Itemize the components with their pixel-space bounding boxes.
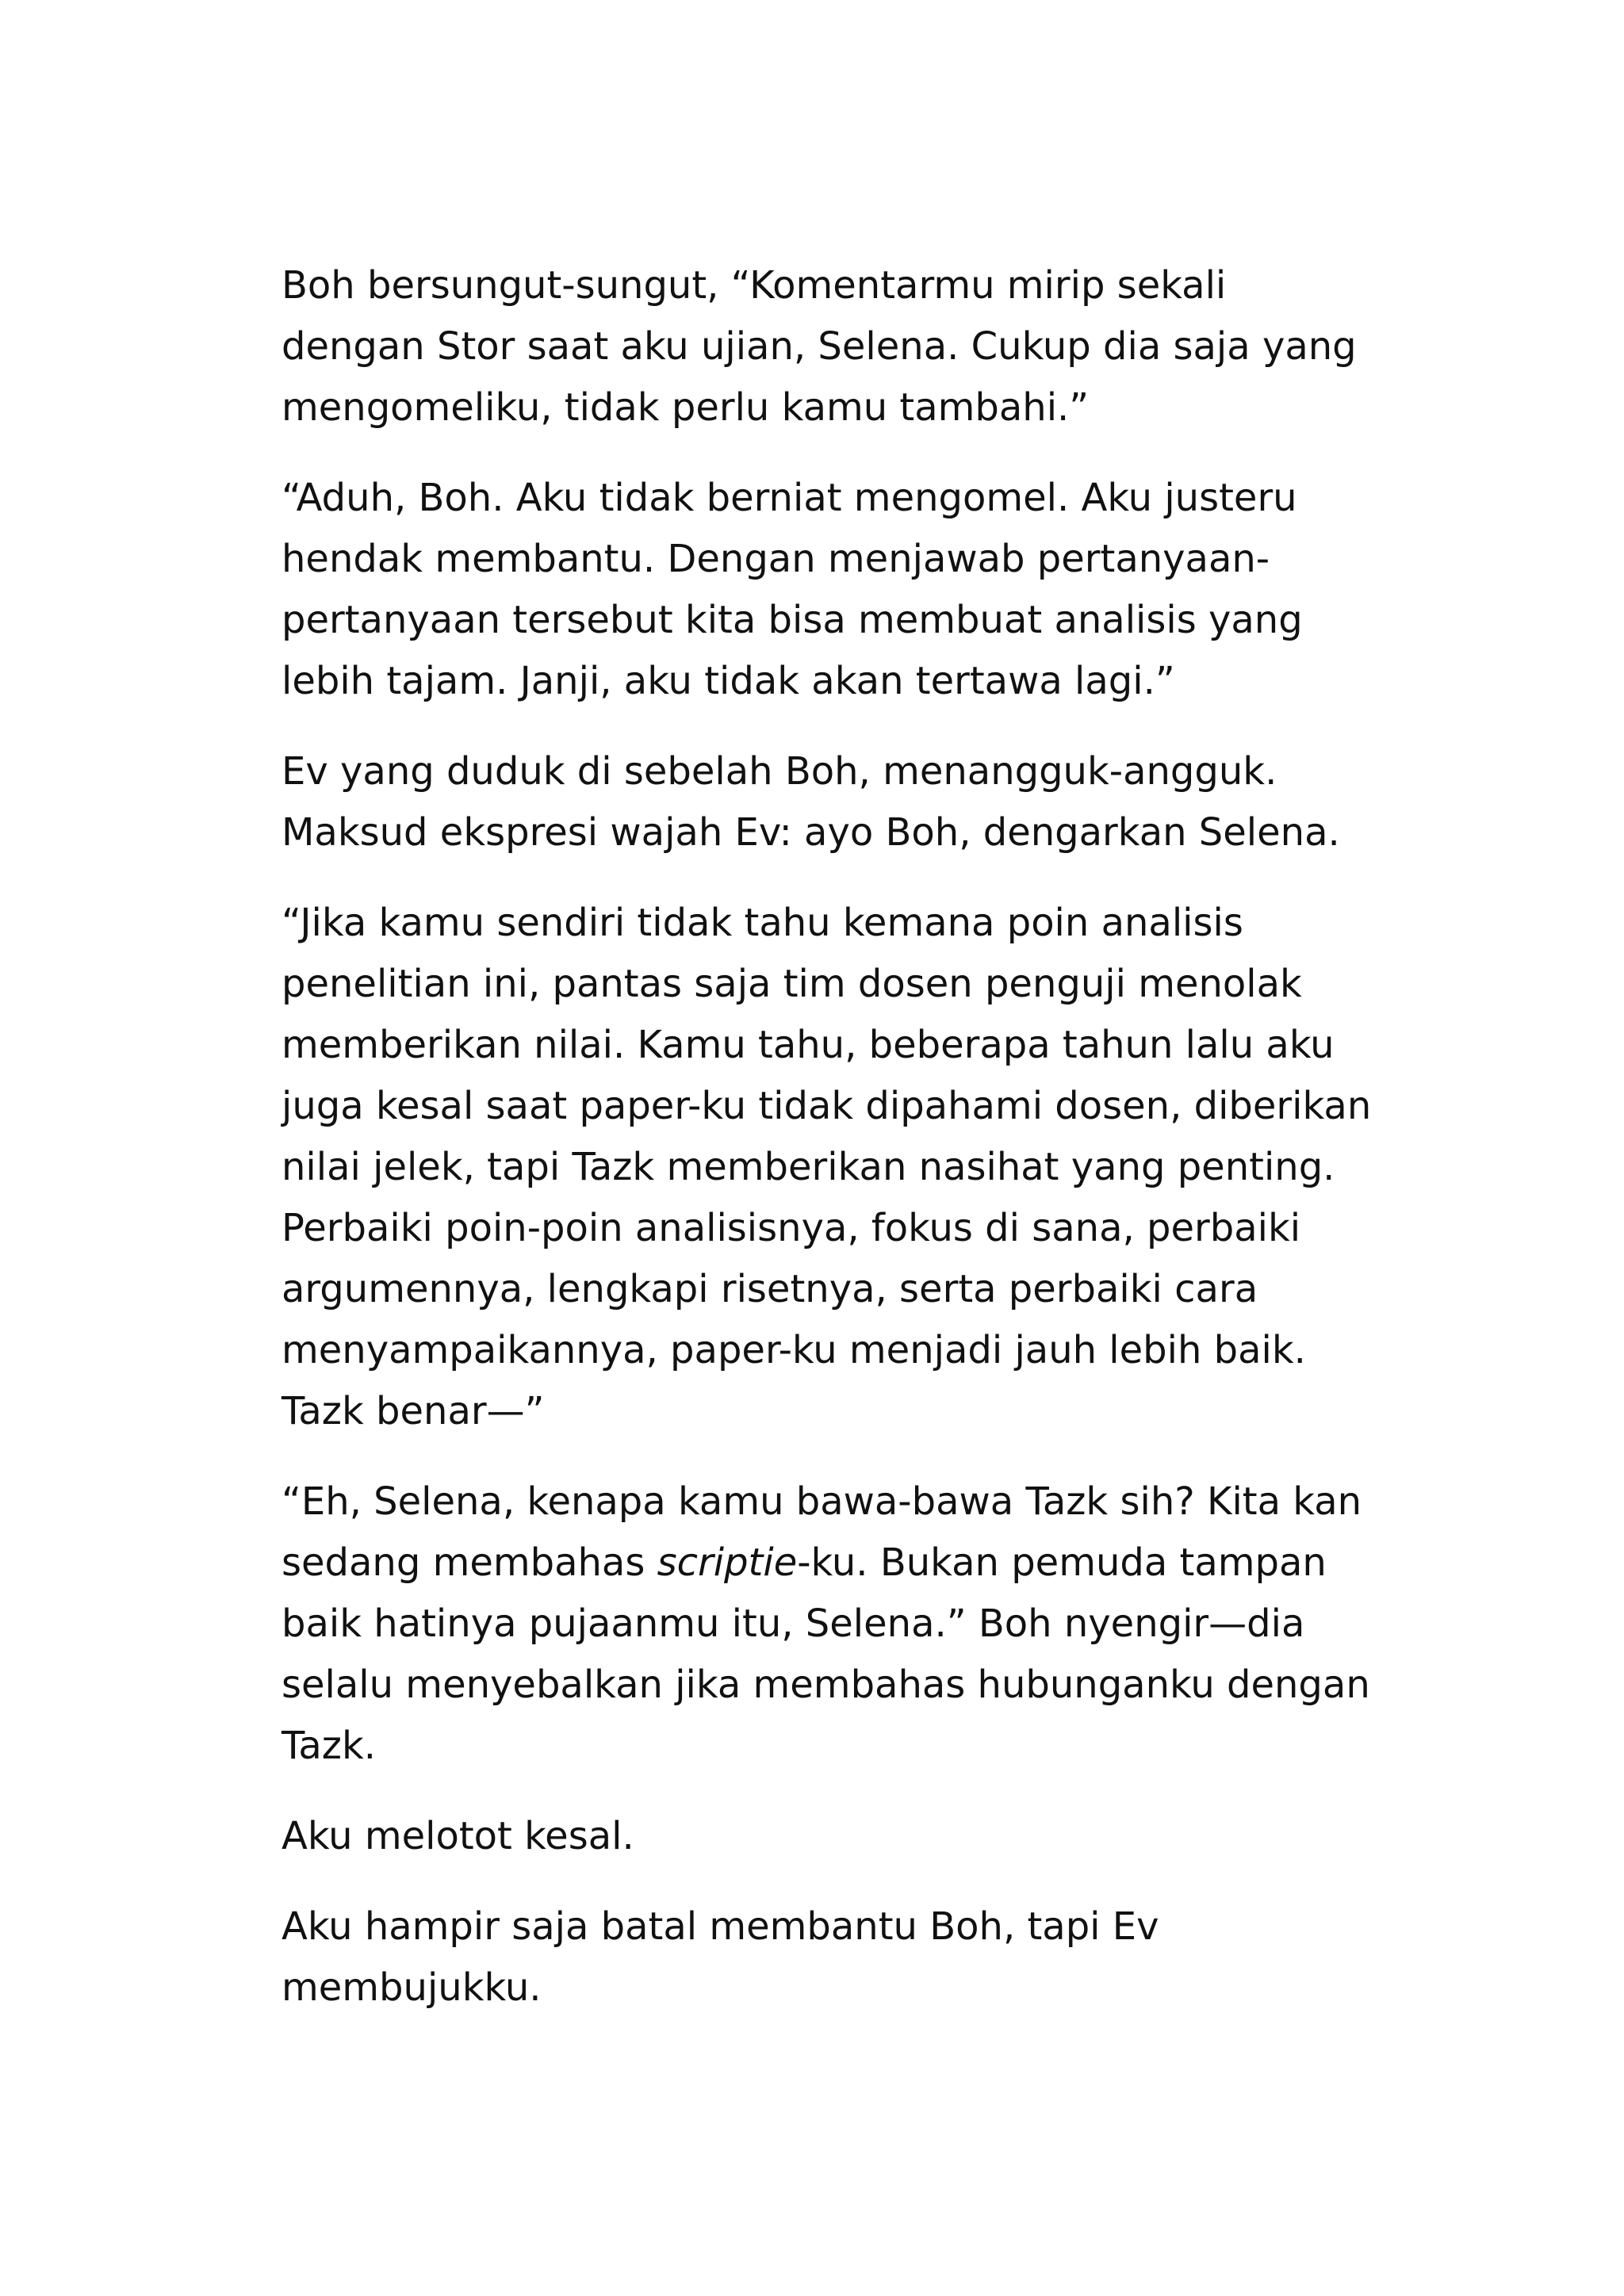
paragraph-5-text-before: “Eh, Selena, kenapa kamu bawa-bawa Tazk sih? Kita kan sedang membahas bbox=[282, 1479, 1362, 1585]
paragraph-7: Aku hampir saja batal membantu Boh, tapi Ev membujukku. bbox=[282, 1904, 1159, 2010]
paragraph-6: Aku melotot kesal. bbox=[282, 1814, 634, 1858]
document-page bbox=[282, 255, 1408, 2048]
paragraph-5 bbox=[282, 1471, 1408, 1777]
paragraph-1: Boh bersungut-sungut, “Komentarmu mirip sekali dengan Stor saat aku ujian, Selena. Cukup dia saja yang mengomeliku, tidak perlu kamu tambahi.” bbox=[282, 263, 1357, 430]
paragraph-2: “Aduh, Boh. Aku tidak berniat mengomel. Aku justeru hendak membantu. Dengan menjawab pertanyaan- pertanyaan tersebut kita bisa membuat analisis yang lebih tajam. Janji, aku tidak akan tertawa lagi.” bbox=[282, 476, 1303, 703]
paragraph-5-italic-word: scriptie bbox=[657, 1540, 798, 1585]
paragraph-5-text-after: -ku. Bukan pemuda tampan baik hatinya pujaanmu itu, Selena.” Boh nyengir—dia selalu menyebalkan jika membahas hubunganku dengan Tazk. bbox=[282, 1540, 1370, 1768]
paragraph-4: “Jika kamu sendiri tidak tahu kemana poin analisis penelitian ini, pantas saja tim dosen penguji menolak memberikan nilai. Kamu tahu, beberapa tahun lalu aku juga kesal saat paper-ku tidak dipahami dosen, diberikan nilai jelek, tapi Tazk memberikan nasihat yang penting. Perbaiki poin-poin analisisnya, fokus di sana, perbaiki argumennya, lengkapi risetnya, serta perbaiki cara menyampaikannya, paper-ku menjadi jauh lebih baik. Tazk benar—” bbox=[282, 901, 1372, 1433]
paragraph-3: Ev yang duduk di sebelah Boh, menangguk-angguk. Maksud ekspresi wajah Ev: ayo Boh, dengarkan Selena. bbox=[282, 749, 1340, 855]
